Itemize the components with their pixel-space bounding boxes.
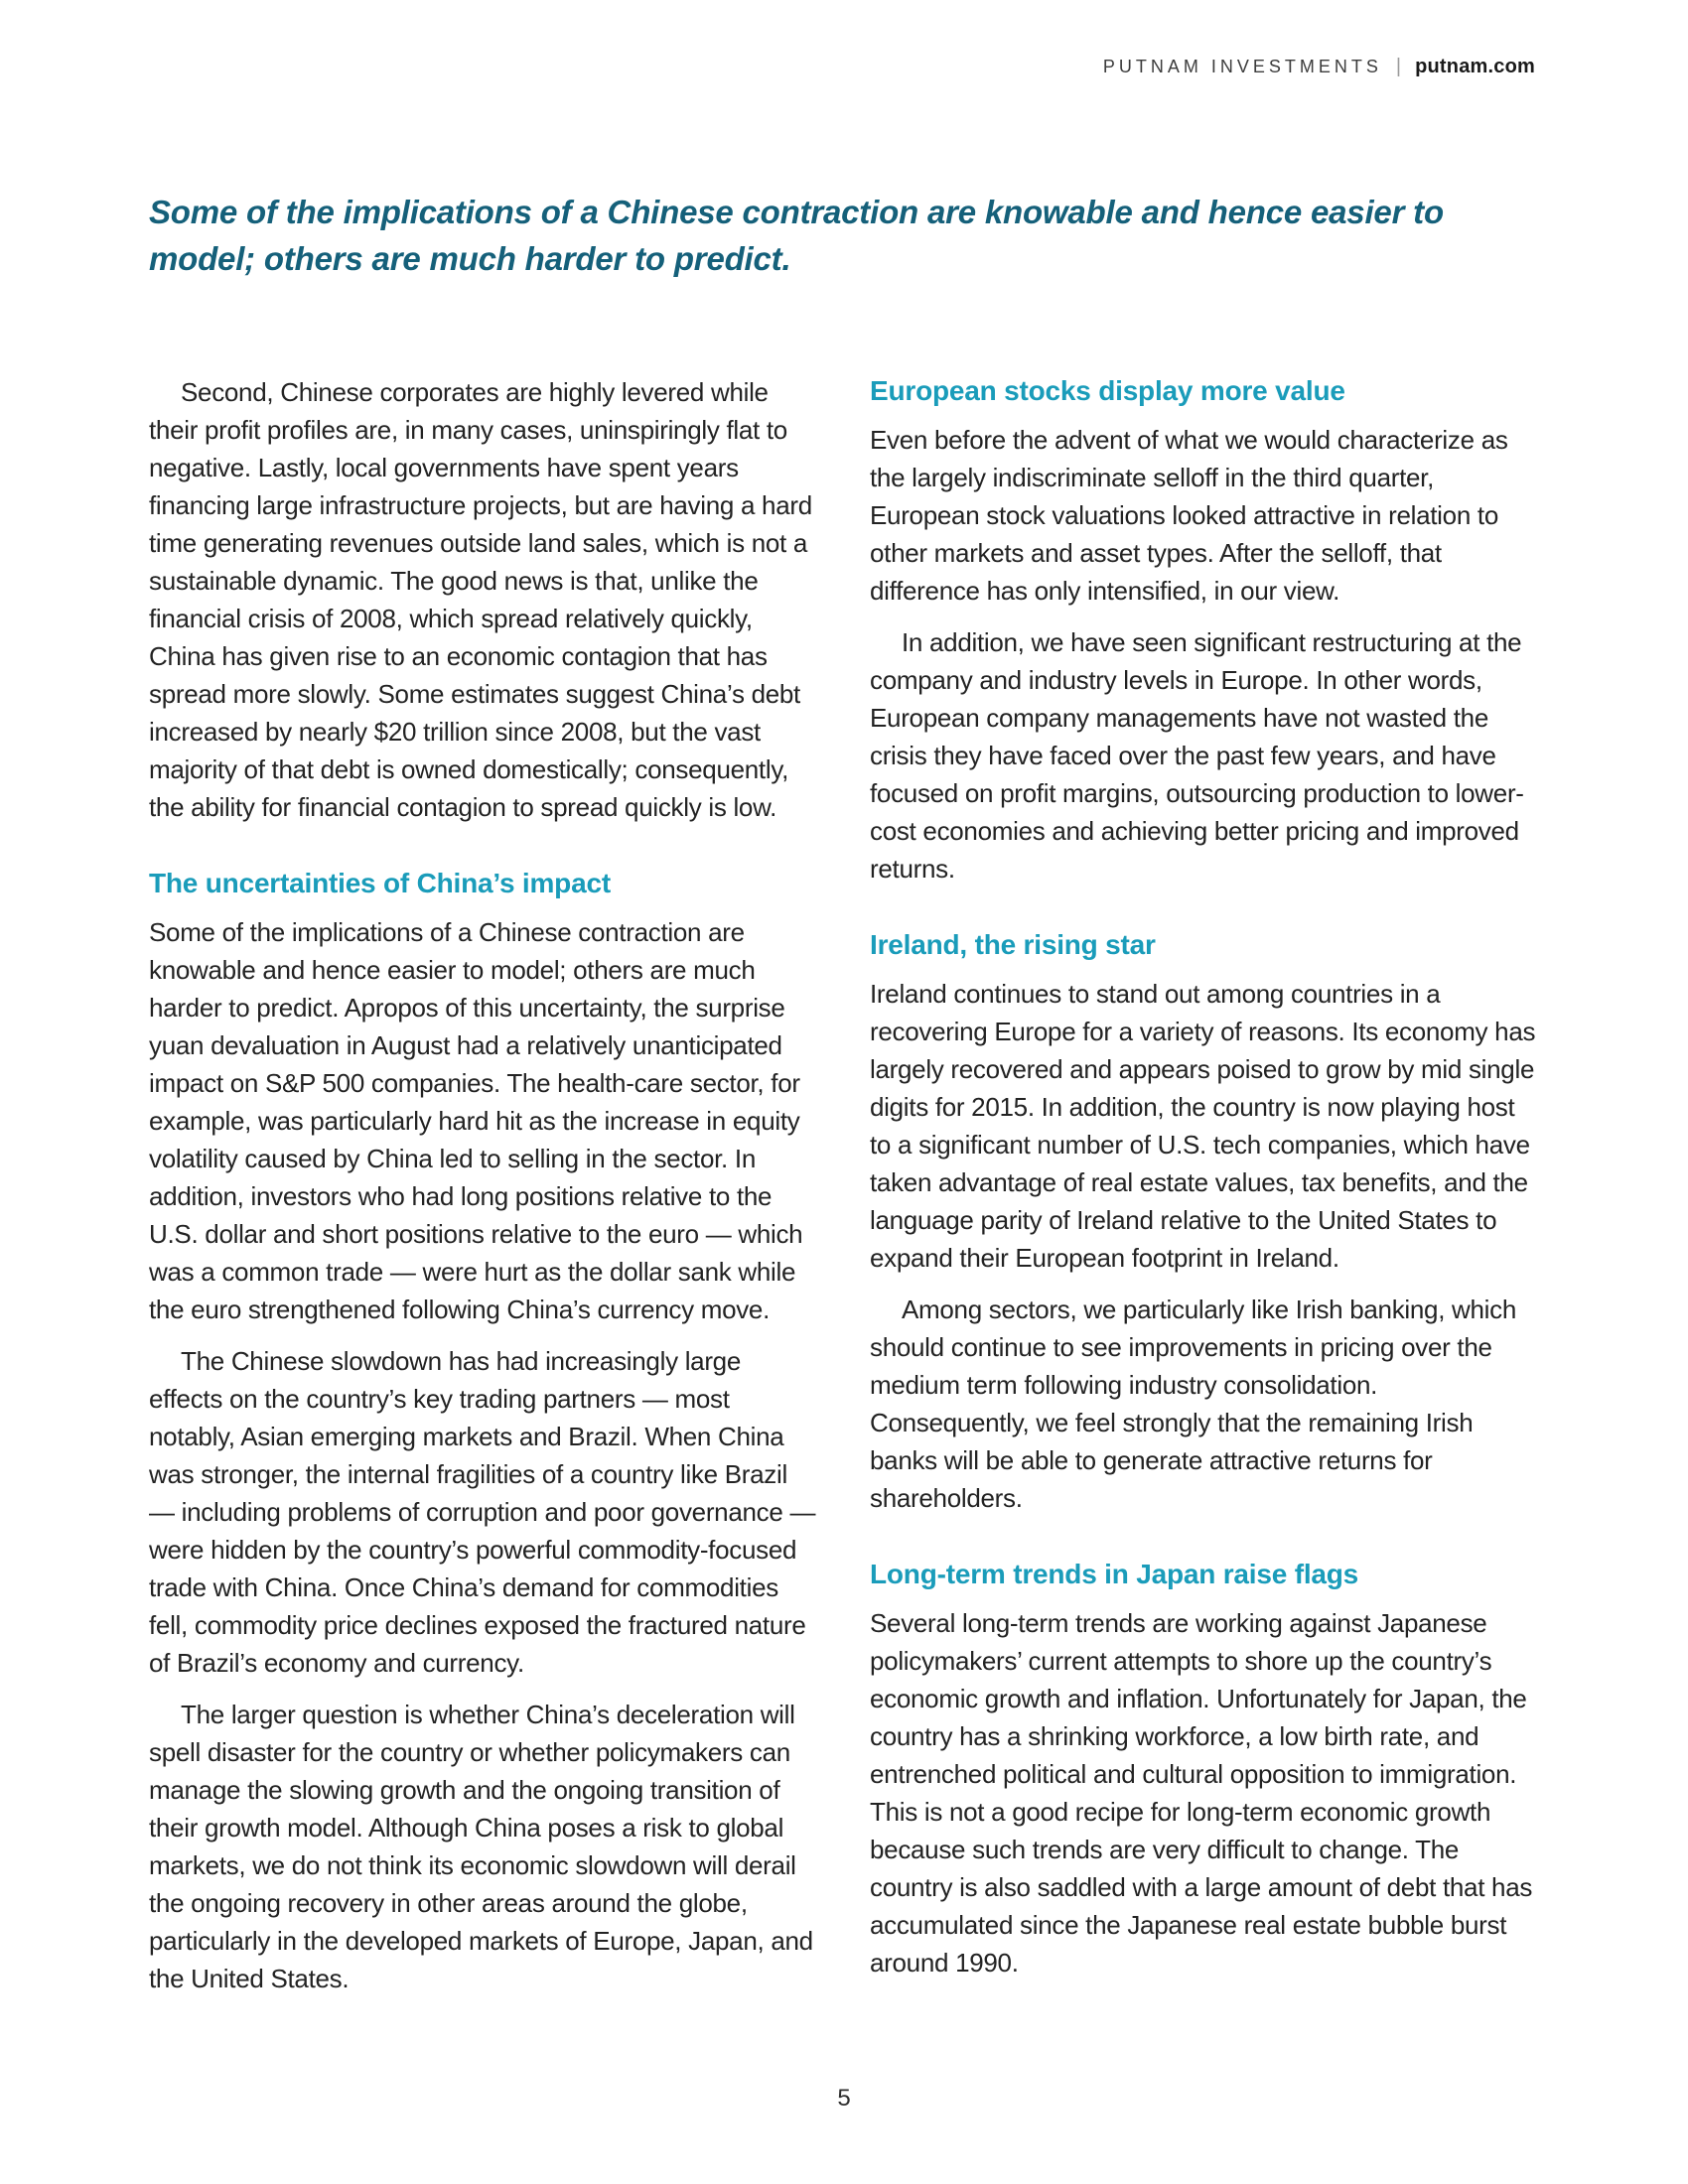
brand-name: PUTNAM INVESTMENTS xyxy=(1102,57,1382,76)
right-column xyxy=(870,373,1539,2011)
paragraph-china-corporates: Second, Chinese corporates are highly levered while their profit profiles are, in many cases, uninspiringly flat to negative. Lastly, local governments have spent years financing large infrastructure projects, but are having a hard time generating revenues outside land sales, which is not a sustainable dynamic. The good news is that, unlike the financial crisis of 2008, which spread relatively quickly, China has given rise to an economic contagion that has spread more slowly. Some estimates suggest China’s debt increased by nearly $20 trillion since 2008, but the vast majority of that debt is owned domestically; consequently, the ability for financial contagion to spread quickly is low. xyxy=(149,377,812,822)
paragraph-japan-trends: Several long-term trends are working against Japanese policymakers’ current attempts to shore up the country’s economic growth and inflation. Unfortunately for Japan, the country has a shrinking workforce, a low birth rate, and entrenched political and cultural opposition to immigration. This is not a good recipe for long-term economic growth because such trends are very difficult to change. The country is also saddled with a large amount of debt that has accumulated since the Japanese real estate bubble burst around 1990. xyxy=(870,1608,1533,1978)
section-heading-european-stocks: European stocks display more value xyxy=(870,375,1345,406)
paragraph-ireland-economy: Ireland continues to stand out among countries in a recovering Europe for a variety of reasons. Its economy has largely recovered and appears poised to grow by mid single digits for 2015. In addition, the country is now playing host to a significant number of U.S. tech companies, which have taken advantage of real estate values, tax benefits, and the language parity of Ireland relative to the United States to expand their European footprint in Ireland. xyxy=(870,979,1536,1273)
header-separator: | xyxy=(1395,56,1402,77)
page-header xyxy=(1103,56,1535,78)
paragraph-european-valuations: Even before the advent of what we would characterize as the largely indiscriminate selloff in the third quarter, European stock valuations looked attractive in relation to other markets and asset types. After the selloff, that difference has only intensified, in our view. xyxy=(870,425,1508,606)
page-headline: Some of the implications of a Chinese contraction are knowable and hence easier to model; others are much harder to predict. xyxy=(149,194,1444,277)
paragraph-larger-question: The larger question is whether China’s deceleration will spell disaster for the country or whether policymakers can manage the slowing growth and the ongoing transition of their growth model. Although China poses a risk to global markets, we do not think its economic slowdown will derail the ongoing recovery in other areas around the globe, particularly in the developed markets of Europe, Japan, and the United States. xyxy=(149,1700,813,1993)
section-heading-ireland: Ireland, the rising star xyxy=(870,929,1156,960)
section-heading-japan: Long-term trends in Japan raise flags xyxy=(870,1559,1359,1589)
paragraph-irish-banking: Among sectors, we particularly like Irish banking, which should continue to see improvements in pricing over the medium term following industry consolidation. Consequently, we feel strongly that the remaining Irish banks will be able to generate attractive returns for shareholders. xyxy=(870,1295,1517,1513)
body-columns xyxy=(149,373,1539,2011)
left-column xyxy=(149,373,818,2011)
paragraph-chinese-slowdown: The Chinese slowdown has had increasingly large effects on the country’s key trading partners — most notably, Asian emerging markets and Brazil. When China was stronger, the internal fragilities of a country like Brazil — including problems of corruption and poor governance — were hidden by the country’s powerful commodity-focused trade with China. Once China’s demand for commodities fell, commodity price declines exposed the fractured nature of Brazil’s economy and currency. xyxy=(149,1346,816,1678)
site-link[interactable]: putnam.com xyxy=(1415,56,1535,77)
paragraph-china-uncertainty: Some of the implications of a Chinese contraction are knowable and hence easier to model; others are much harder to predict. Apropos of this uncertainty, the surprise yuan devaluation in August had a relatively unanticipated impact on S&P 500 companies. The health-care sector, for example, was particularly hard hit as the increase in equity volatility caused by China led to selling in the sector. In addition, investors who had long positions relative to the U.S. dollar and short positions relative to the euro — which was a common trade — were hurt as the dollar sank while the euro strengthened following China’s currency move. xyxy=(149,917,803,1324)
paragraph-european-restructuring: In addition, we have seen significant restructuring at the company and industry levels in Europe. In other words, European company managements have not wasted the crisis they have faced over the past few years, and have focused on profit margins, outsourcing production to lower-cost economies and achieving better pricing and improved returns. xyxy=(870,627,1524,884)
section-heading-china-impact: The uncertainties of China’s impact xyxy=(149,868,611,898)
page-number: 5 xyxy=(837,2085,851,2112)
